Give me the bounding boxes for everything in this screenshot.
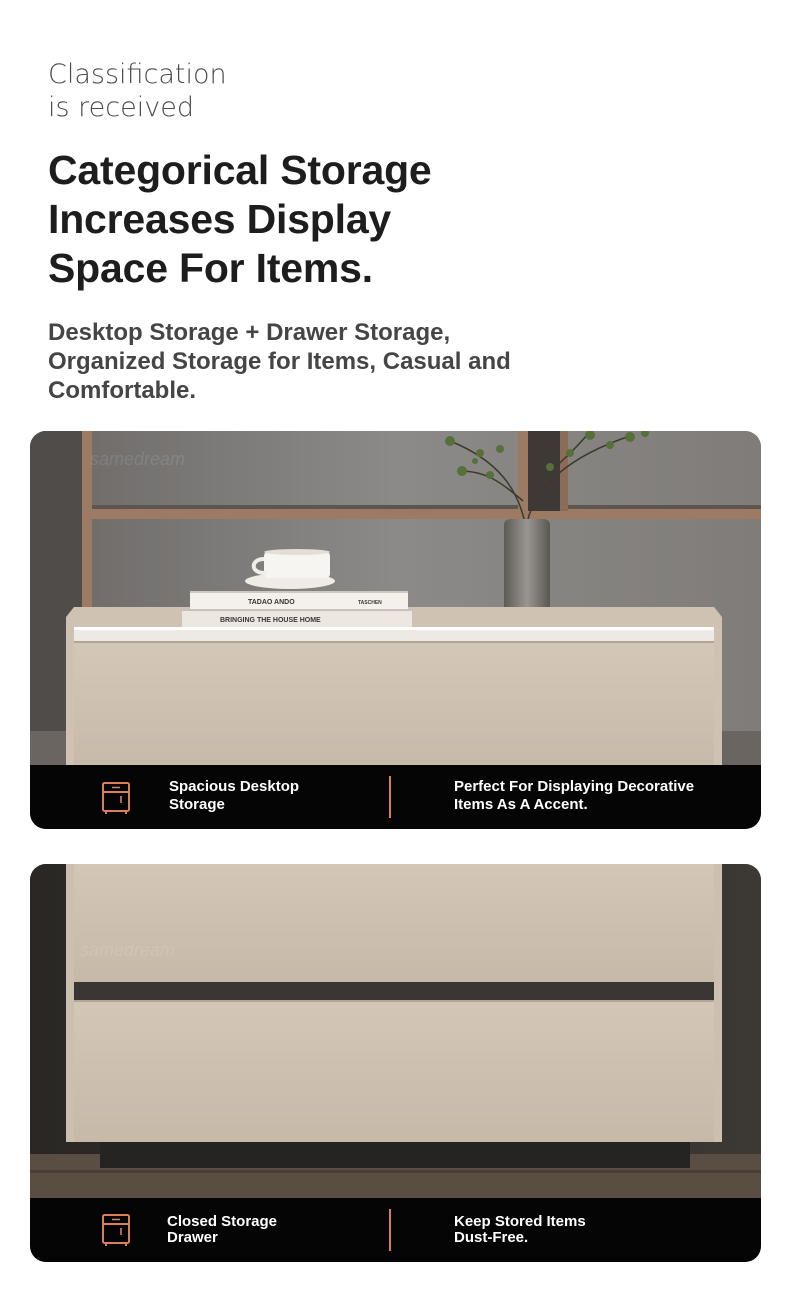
caption-right-line-1: Keep Stored Items	[454, 1213, 586, 1230]
subline-line-3: Comfortable.	[48, 377, 197, 404]
watermark-text: samedream	[80, 940, 176, 960]
headline-line-1: Categorical Storage	[48, 147, 432, 193]
book-top-title: TADAO ANDO	[248, 599, 295, 606]
caption-divider	[389, 1209, 391, 1251]
nightstand-drawer-photo	[30, 864, 761, 1198]
caption-divider	[389, 776, 391, 818]
watermark-text: samedream	[90, 449, 186, 469]
caption-left-line-1: Spacious Desktop	[169, 778, 300, 795]
book-top-publisher: TASCHEN	[358, 600, 382, 606]
eyebrow-line-1: Classification	[48, 59, 227, 90]
eyebrow-line-2: is received	[48, 92, 194, 123]
caption-right	[454, 1214, 744, 1246]
subtitle	[48, 318, 588, 405]
caption-bar	[30, 765, 761, 829]
caption-right	[454, 778, 744, 814]
page-title	[48, 146, 568, 293]
caption-right-line-2: Items As A Accent.	[454, 796, 588, 813]
headline-line-2: Increases Display	[48, 196, 392, 242]
caption-left-line-2: Drawer	[167, 1229, 218, 1246]
caption-left	[167, 1214, 357, 1246]
caption-right-line-2: Dust-Free.	[454, 1229, 529, 1246]
caption-left-line-1: Closed Storage	[167, 1213, 278, 1230]
drawer-storage-card	[30, 864, 761, 1262]
cabinet-icon	[101, 781, 131, 815]
desktop-storage-card	[30, 431, 761, 829]
headline-line-3: Space For Items.	[48, 245, 373, 291]
nightstand-top-photo	[30, 431, 761, 765]
eyebrow-text	[48, 58, 227, 124]
caption-right-line-1: Perfect For Displaying Decorative	[454, 778, 695, 795]
book-bottom-title: BRINGING THE HOUSE HOME	[220, 617, 321, 624]
cabinet-icon	[101, 1213, 131, 1247]
subline-line-1: Desktop Storage + Drawer Storage,	[48, 319, 451, 346]
caption-left	[169, 778, 359, 814]
subline-line-2: Organized Storage for Items, Casual and	[48, 348, 511, 375]
caption-left-line-2: Storage	[169, 796, 225, 813]
caption-bar	[30, 1198, 761, 1262]
